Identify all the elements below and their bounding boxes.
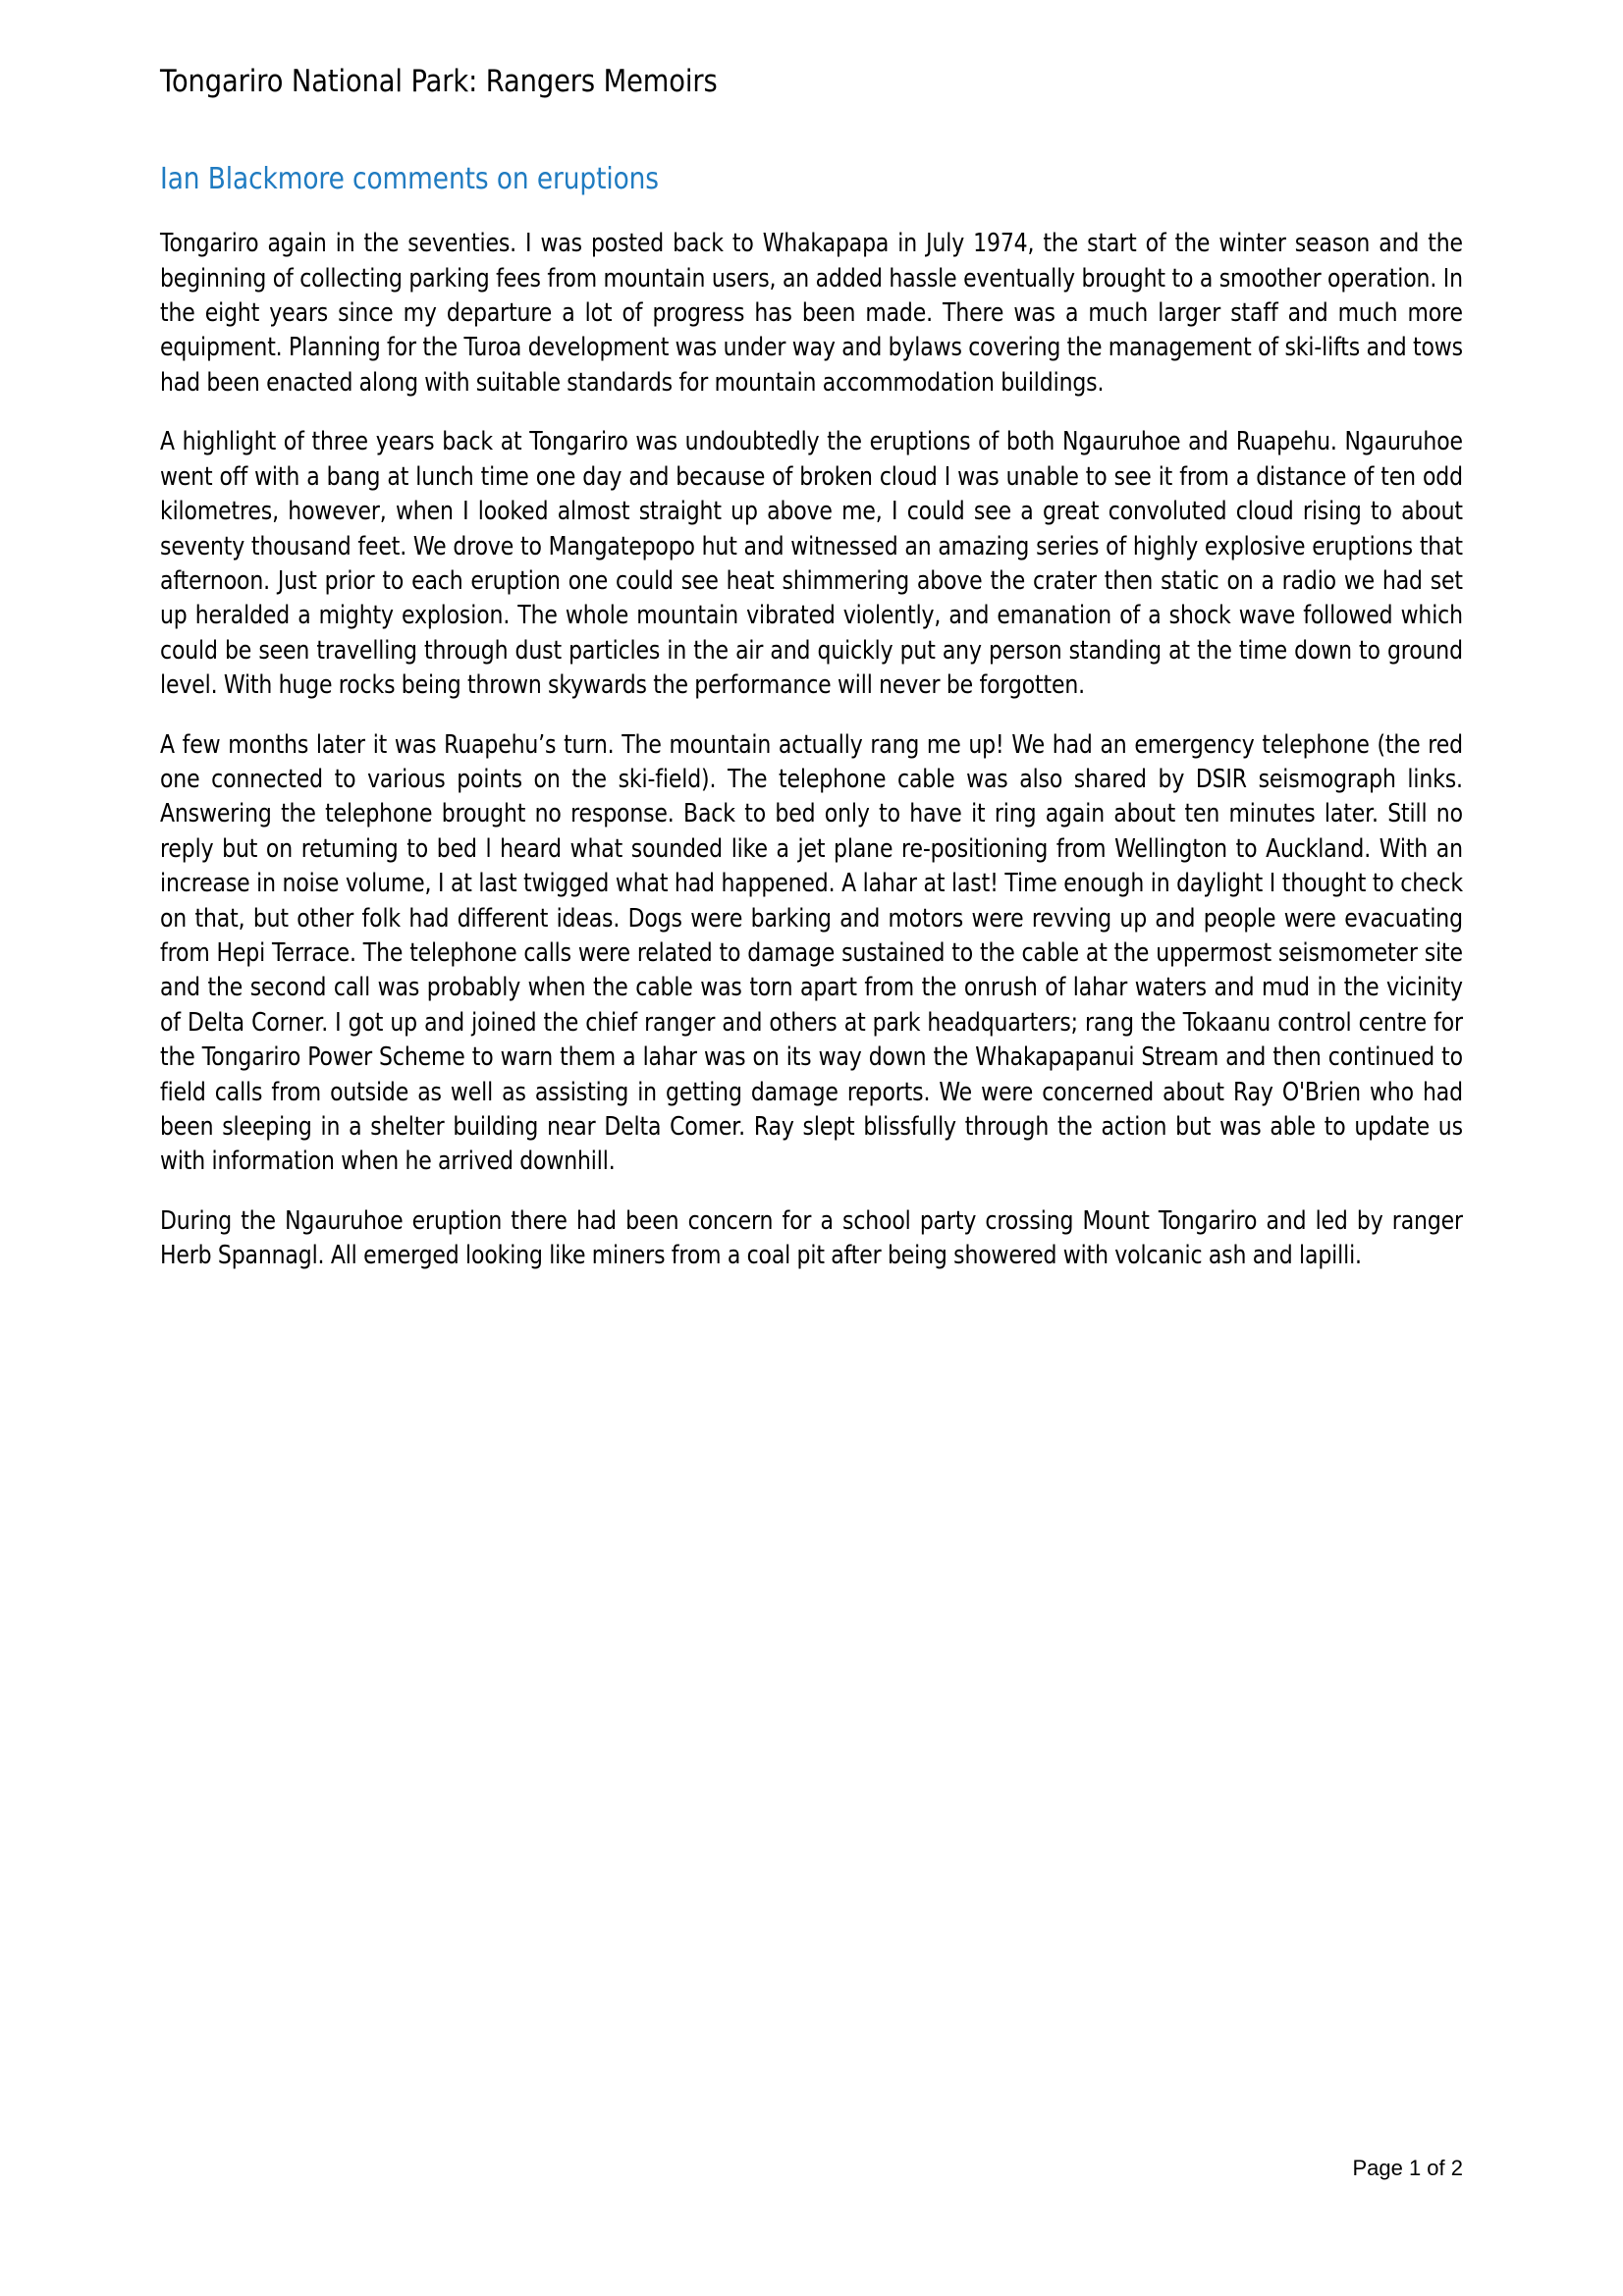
- page-number: Page 1 of 2: [1352, 2156, 1463, 2180]
- document-content: [160, 0, 1463, 1273]
- page-footer: [160, 2156, 1463, 2181]
- section-heading: Ian Blackmore comments on eruptions: [160, 161, 659, 196]
- paragraph: A highlight of three years back at Tongariro was undoubtedly the eruptions of both Ngauruhoe and Ruapehu. Ngauruhoe went off with a bang at lunch time one day and because of broken cloud I was unable to see it from a distance of ten odd kilometres, however, when I looked almost straight up above me, I could see a great convoluted cloud rising to about seventy thousand feet. We drove to Mangatepopo hut and witnessed an amazing series of highly explosive eruptions that afternoon. Just prior to each eruption one could see heat shimmering above the crater then static on a radio we had set up heralded a mighty explosion. The whole mountain vibrated violently, and emanation of a shock wave followed which could be seen travelling through dust particles in the air and quickly put any person standing at the time down to ground level. With huge rocks being thrown skywards the performance will never be forgotten.: [160, 426, 1463, 700]
- page-title: Tongariro National Park: Rangers Memoirs: [160, 64, 718, 99]
- paragraph: A few months later it was Ruapehu’s turn. The mountain actually rang me up! We had an emergency telephone (the red one connected to various points on the ski-field). The telephone cable was also shared by DSIR seismograph links. Answering the telephone brought no response. Back to bed only to have it ring again about ten minutes later. Still no reply but on retuming to bed l heard what sounded like a jet plane re-positioning from Wellington to Auckland. With an increase in noise volume, I at last twigged what had happened. A lahar at last! Time enough in daylight I thought to check on that, but other folk had different ideas. Dogs were barking and motors were revving up and people were evacuating from Hepi Terrace. The telephone calls were related to damage sustained to the cable at the uppermost seismometer site and the second call was probably when the cable was torn apart from the onrush of lahar waters and mud in the vicinity of Delta Corner. I got up and joined the chief ranger and others at park headquarters; rang the Tokaanu control centre for the Tongariro Power Scheme to warn them a lahar was on its way down the Whakapapanui Stream and then continued to field calls from outside as well as assisting in getting damage reports. We were concerned about Ray O'Brien who had been sleeping in a shelter building near Delta Comer. Ray slept blissfully through the action but was able to update us with information when he arrived downhill.: [160, 728, 1463, 1176]
- body-text: [160, 197, 1463, 1272]
- paragraph: Tongariro again in the seventies. I was posted back to Whakapapa in July 1974, the start of the winter season and the beginning of collecting parking fees from mountain users, an added hassle eventually brought to a smoother operation. In the eight years since my departure a lot of progress has been made. There was a much larger staff and much more equipment. Planning for the Turoa development was under way and bylaws covering the management of ski-lifts and tows had been enacted along with suitable standards for mountain accommodation buildings.: [160, 228, 1463, 397]
- paragraph: During the Ngauruhoe eruption there had been concern for a school party crossing Mount Tongariro and led by ranger Herb Spannagl. All emerged looking like miners from a coal pit after being showered with volcanic ash and lapilli.: [160, 1204, 1463, 1270]
